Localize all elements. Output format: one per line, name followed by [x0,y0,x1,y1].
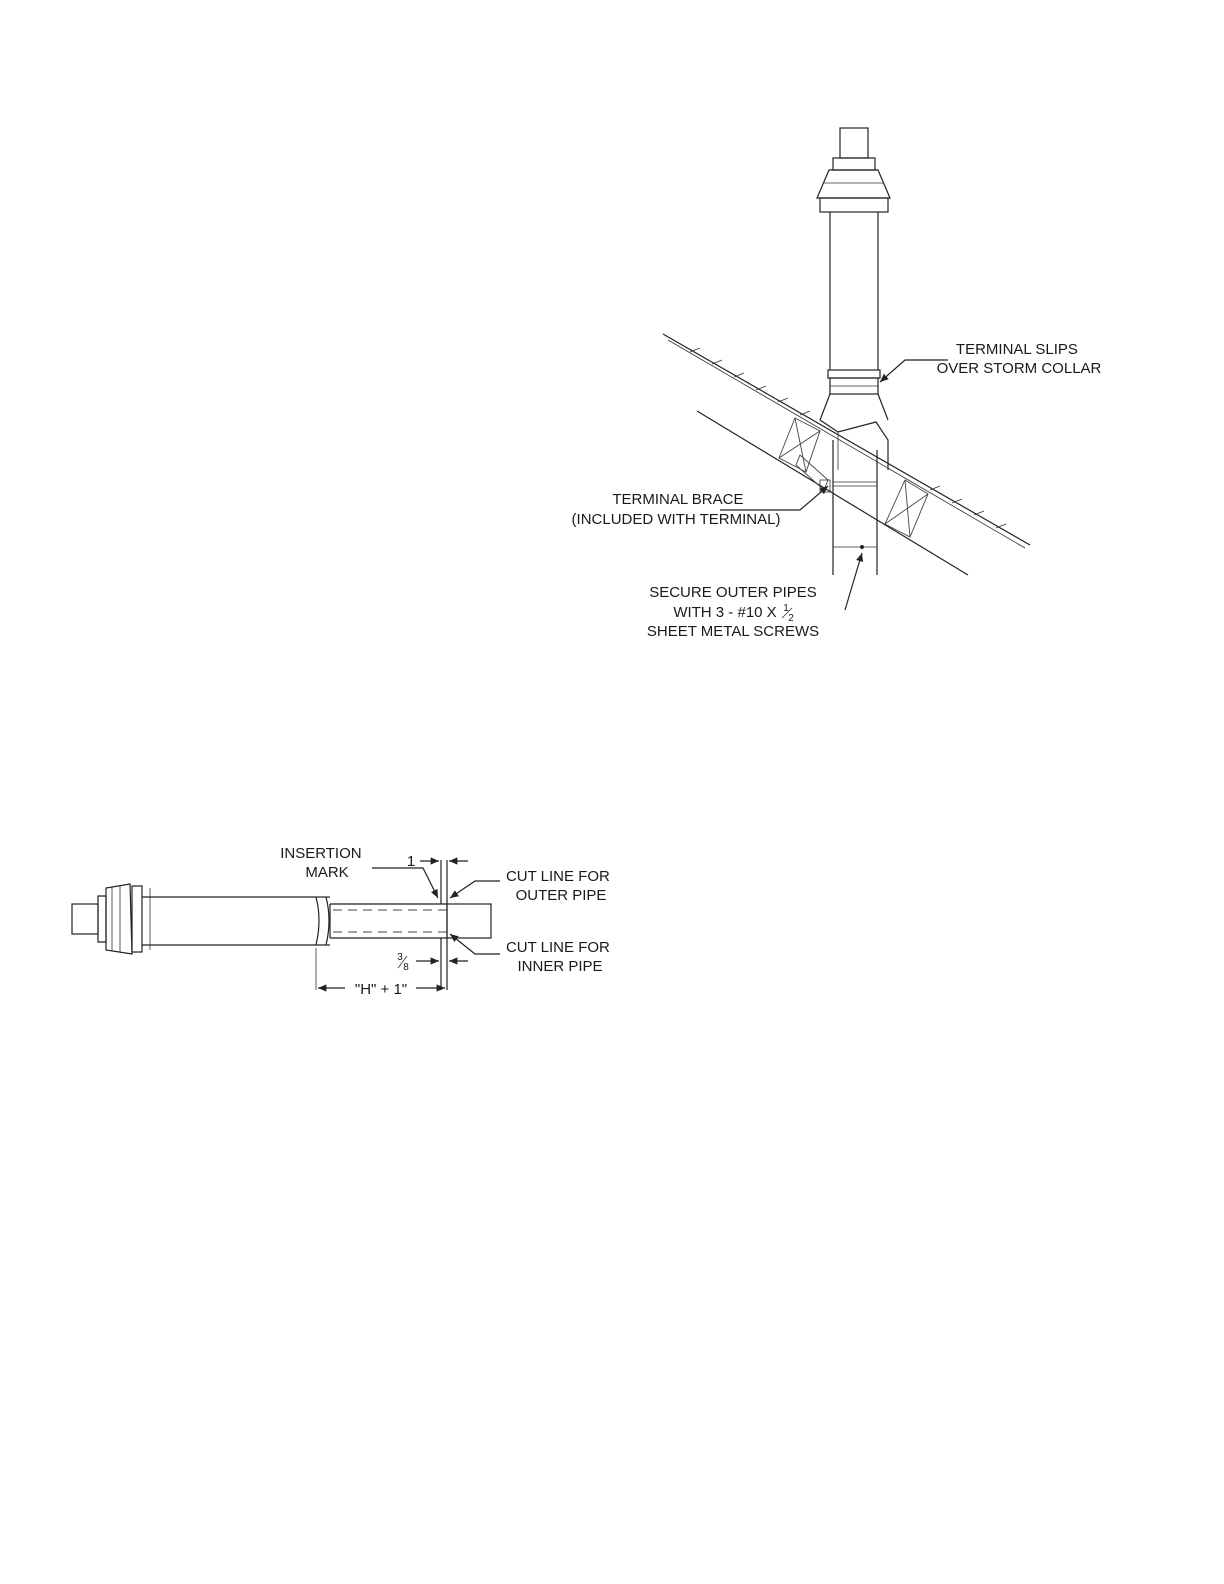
terminal-brace-label: TERMINAL BRACE (INCLUDED WITH TERMINAL) [571,491,781,528]
cut-line-inner-label: CUT LINE FOR INNER PIPE [505,939,610,975]
h-plus-one-label: "H" + 1" [354,981,408,998]
terminal-slips-label: TERMINAL SLIPS OVER STORM COLLAR [936,341,1102,377]
insertion-mark-label: INSERTION MARK [280,845,362,881]
roof-installation-diagram [572,128,1102,640]
frac-num: 3 [397,952,403,963]
fraction-den: 2 [788,613,794,624]
pipe-cut-diagram [72,845,614,998]
dimension-one-label: 1 [406,853,416,870]
three-eighths-label [397,952,409,973]
frac-den: 8 [403,962,409,973]
secure-outer-pipes-label [647,584,819,640]
screw-mark [860,545,864,549]
secure-outer-line1: SECURE OUTER PIPES [649,584,817,601]
pipe-leader-lines [372,868,500,954]
vent-terminal [796,128,890,575]
secure-outer-line3: SHEET METAL SCREWS [646,623,820,640]
secure-outer-line2: WITH 3 - #10 X [673,604,777,621]
fraction-num: 1 [783,603,789,614]
cut-line-outer-label: CUT LINE FOR OUTER PIPE [505,868,610,904]
